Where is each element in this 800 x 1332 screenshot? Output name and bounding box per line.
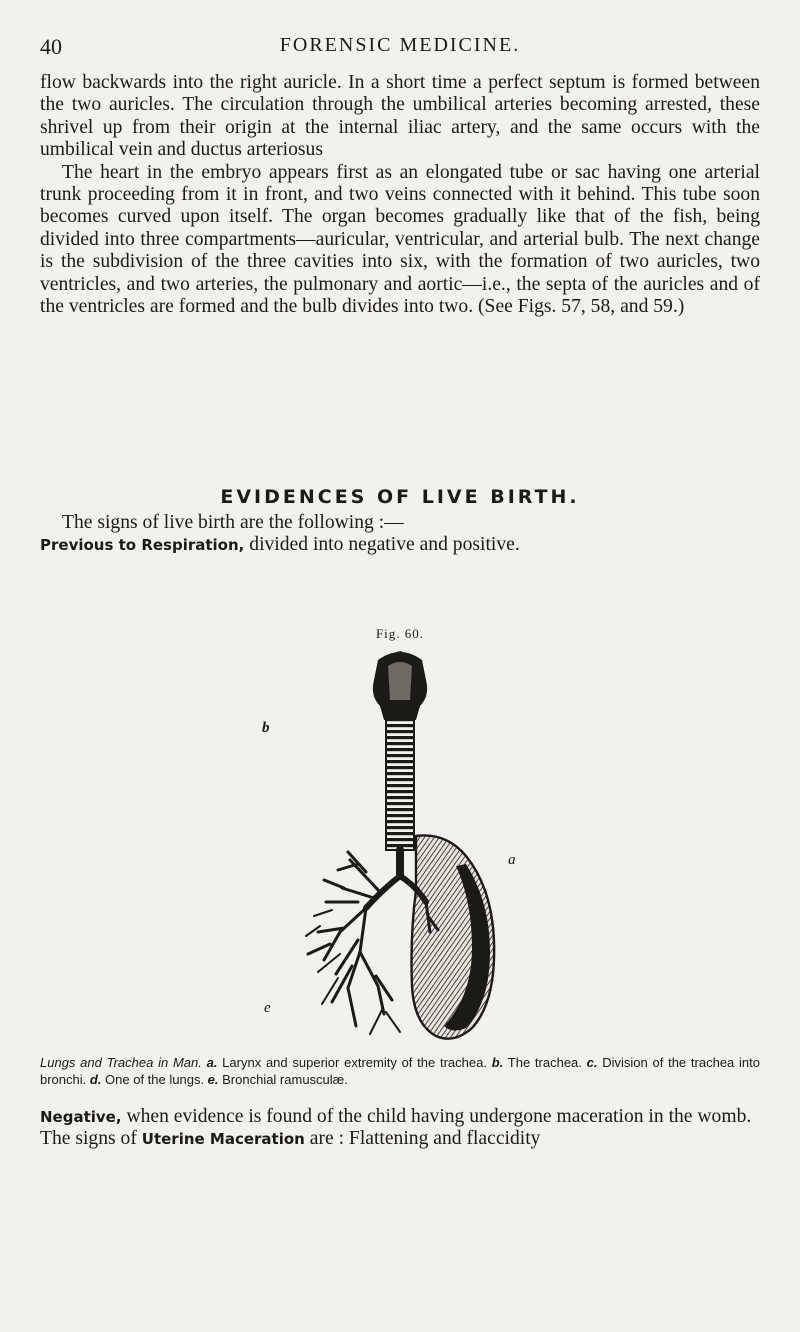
paragraph-embryo-heart: The heart in the embryo appears first as an elongated tube or sac having one arterial trunk proceeding from it in front, and two veins connected with it behind. This tube soon becomes curved upon itself. The organ becomes gradually like that of the fish, being divided into three compartments—auricular, ventricular, and arterial bulb. The next change is the subdivision of the three cavities into six, with the formation of two auricles, two ventricles, and two arteries, the pulmonary and aortic—i.e., the septa of the auricles and of the ventricles are formed and the bulb divides into two. (See Figs. 57, 58, and 59.) — [40, 161, 760, 318]
paragraph-maceration — [40, 1128, 760, 1150]
trachea-shape — [386, 720, 414, 850]
runin-previous-respiration-rest: divided into negative and positive. — [244, 534, 520, 556]
runin-negative: Negative, — [40, 1108, 122, 1126]
figure-letter-b: b — [262, 720, 270, 736]
running-head: FORENSIC MEDICINE. — [279, 34, 521, 56]
figure-caption — [40, 1054, 760, 1088]
caption-key-d: d. — [89, 1072, 102, 1087]
caption-title: Lungs and Trachea in Man. — [40, 1055, 202, 1070]
caption-key-e: e. — [207, 1072, 219, 1087]
caption-text-b: The trachea. — [503, 1055, 587, 1070]
page-number: 40 — [40, 34, 62, 59]
paragraph-signs-intro: The signs of live birth are the following :— — [62, 512, 404, 533]
caption-text-a: Larynx and superior extremity of the trachea. — [217, 1055, 492, 1070]
caption-text-d: One of the lungs. — [101, 1072, 208, 1087]
figure-letter-e: e — [264, 1000, 271, 1016]
lungs-trachea-illustration — [240, 640, 560, 1050]
larynx-highlight — [388, 662, 412, 700]
paragraph-circulation: flow backwards into the right auricle. In a short time a perfect septum is formed between the two auricles. The circulation through the umbilical arteries becoming arrested, these shrivel up from their origin at the internal iliac artery, and the same occurs with the umbilical vein and ductus arteriosus — [40, 72, 760, 161]
text-block-signs — [40, 512, 760, 557]
section-heading: EVIDENCES OF LIVE BIRTH. — [220, 486, 580, 508]
caption-key-c: c. — [586, 1055, 598, 1070]
paragraph-negative-text: when evidence is found of the child having undergone maceration in the womb. — [121, 1106, 752, 1127]
caption-key-a: a. — [206, 1055, 218, 1070]
page-header — [40, 34, 760, 64]
caption-text-c: Division of the trachea into bronchi. — [40, 1055, 760, 1087]
paragraph-previous-respiration — [40, 534, 760, 556]
caption-text-e: Bronchial ramusculæ. — [218, 1072, 348, 1087]
maceration-text-start: The signs of — [40, 1128, 142, 1150]
runin-previous-respiration: Previous to Respiration, — [40, 536, 245, 555]
text-block-circulation — [40, 72, 760, 318]
runin-uterine-maceration: Uterine Maceration — [141, 1130, 305, 1149]
caption-key-b: b. — [491, 1055, 504, 1070]
maceration-text-end: are : Flattening and flaccidity — [304, 1128, 541, 1150]
figure-letter-d: a — [508, 852, 516, 868]
paragraph-negative — [40, 1106, 760, 1128]
text-block-negative — [40, 1106, 760, 1151]
figure-label: Fig. 60. — [375, 626, 425, 641]
